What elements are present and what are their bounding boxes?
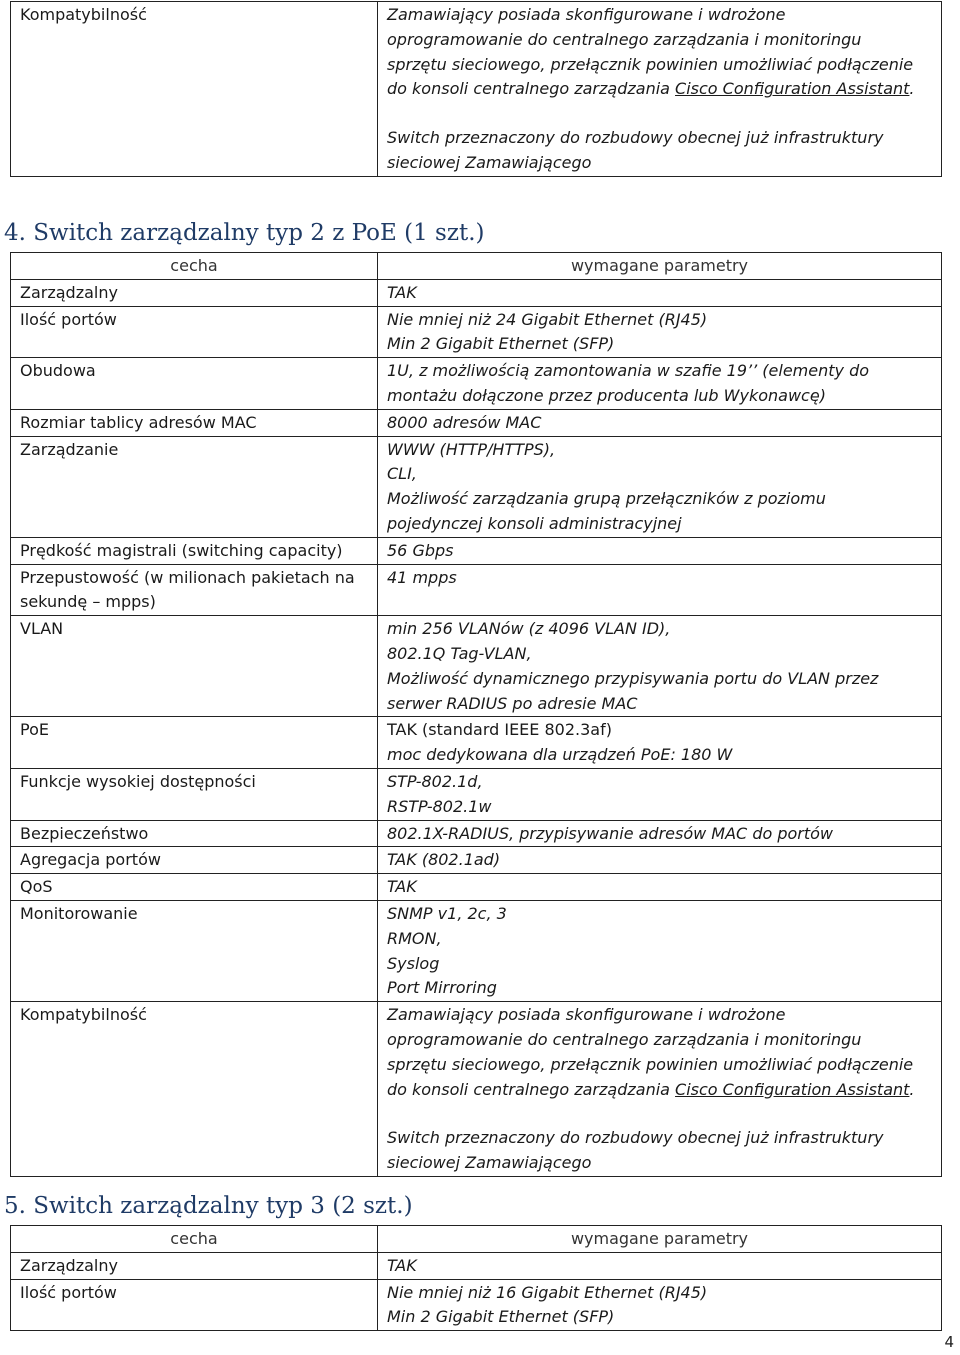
value-cell: TAK	[378, 1252, 942, 1279]
cisco-config-assistant-link[interactable]: Cisco Configuration Assistant	[675, 1079, 910, 1099]
table-row	[11, 2, 942, 177]
value-cell: TAK (standard IEEE 802.3af) moc dedykowana dla urządzeń PoE: 180 W	[378, 717, 942, 769]
feature-cell: Przepustowość (w milionach pakietach na sekundę – mpps)	[11, 564, 378, 616]
feature-cell: Zarządzalny	[11, 1252, 378, 1279]
feature-cell: Zarządzanie	[11, 436, 378, 537]
feature-cell: Obudowa	[11, 358, 378, 410]
feature-cell: Ilość portów	[11, 1279, 378, 1331]
table-row	[11, 847, 942, 874]
feature-cell: Prędkość magistrali (switching capacity)	[11, 537, 378, 564]
value-cell: STP-802.1d, RSTP-802.1w	[378, 768, 942, 820]
value-cell: TAK	[378, 279, 942, 306]
feature-cell: Kompatybilność	[11, 2, 378, 177]
value-cell: WWW (HTTP/HTTPS), CLI, Możliwość zarządzania grupą przełączników z poziomu pojedynczej konsoli administracyjnej	[378, 436, 942, 537]
feature-cell: Ilość portów	[11, 306, 378, 358]
value-cell: 41 mpps	[378, 564, 942, 616]
compat-table-top	[10, 1, 942, 177]
value-cell: 8000 adresów MAC	[378, 409, 942, 436]
value-cell: Zamawiający posiada skonfigurowane i wdrożone oprogramowanie do centralnego zarządzania i monitoringu sprzętu sieciowego, przełącznik powinien umożliwiać podłączenie do konsoli centralnego zarządzania Cisco Configuration Assistant. Switch przeznaczony do rozbudowy obecnej już infrastruktury sieciowej Zamawiającego	[378, 2, 942, 177]
table-row	[11, 409, 942, 436]
table-row	[11, 1002, 942, 1177]
table-row	[11, 1252, 942, 1279]
value-cell: Nie mniej niż 16 Gigabit Ethernet (RJ45) Min 2 Gigabit Ethernet (SFP)	[378, 1279, 942, 1331]
feature-cell: Funkcje wysokiej dostępności	[11, 768, 378, 820]
table-row	[11, 358, 942, 410]
value-cell: TAK	[378, 874, 942, 901]
table-row	[11, 900, 942, 1001]
cisco-config-assistant-link[interactable]: Cisco Configuration Assistant	[675, 79, 910, 99]
header-feature: cecha	[11, 253, 378, 280]
header-parameters: wymagane parametry	[378, 1226, 942, 1253]
table-header-row	[11, 253, 942, 280]
value-cell: SNMP v1, 2c, 3 RMON, Syslog Port Mirroring	[378, 900, 942, 1001]
value-cell: 56 Gbps	[378, 537, 942, 564]
table-row	[11, 436, 942, 537]
value-cell: min 256 VLANów (z 4096 VLAN ID), 802.1Q Tag-VLAN, Możliwość dynamicznego przypisywania portu do VLAN przez serwer RADIUS po adresie MAC	[378, 616, 942, 717]
value-cell: 1U, z możliwością zamontowania w szafie 19’’ (elementy do montażu dołączone przez producenta lub Wykonawcę)	[378, 358, 942, 410]
feature-cell: QoS	[11, 874, 378, 901]
header-parameters: wymagane parametry	[378, 253, 942, 280]
feature-cell: Kompatybilność	[11, 1002, 378, 1177]
feature-cell: Zarządzalny	[11, 279, 378, 306]
table-row	[11, 306, 942, 358]
feature-cell: PoE	[11, 717, 378, 769]
feature-cell: Monitorowanie	[11, 900, 378, 1001]
table-row	[11, 1279, 942, 1331]
value-cell: Nie mniej niż 24 Gigabit Ethernet (RJ45) Min 2 Gigabit Ethernet (SFP)	[378, 306, 942, 358]
table-row	[11, 279, 942, 306]
feature-cell: Agregacja portów	[11, 847, 378, 874]
table-row	[11, 616, 942, 717]
table-row	[11, 768, 942, 820]
table-header-row	[11, 1226, 942, 1253]
table-row	[11, 717, 942, 769]
value-cell: 802.1X-RADIUS, przypisywanie adresów MAC do portów	[378, 820, 942, 847]
feature-cell: Rozmiar tablicy adresów MAC	[11, 409, 378, 436]
table-row	[11, 820, 942, 847]
page-number: 4	[944, 1333, 954, 1351]
value-cell: TAK (802.1ad)	[378, 847, 942, 874]
table-row	[11, 537, 942, 564]
section-5-heading: 5. Switch zarządzalny typ 3 (2 szt.)	[4, 1193, 413, 1219]
feature-cell: Bezpieczeństwo	[11, 820, 378, 847]
table-row	[11, 874, 942, 901]
header-feature: cecha	[11, 1226, 378, 1253]
table-row	[11, 564, 942, 616]
section-4-heading: 4. Switch zarządzalny typ 2 z PoE (1 szt.)	[4, 220, 485, 246]
value-cell: Zamawiający posiada skonfigurowane i wdrożone oprogramowanie do centralnego zarządzania i monitoringu sprzętu sieciowego, przełącznik powinien umożliwiać podłączenie do konsoli centralnego zarządzania Cisco Configuration Assistant. Switch przeznaczony do rozbudowy obecnej już infrastruktury sieciowej Zamawiającego	[378, 1002, 942, 1177]
section-5-table	[10, 1225, 942, 1331]
section-4-table	[10, 252, 942, 1177]
feature-cell: VLAN	[11, 616, 378, 717]
